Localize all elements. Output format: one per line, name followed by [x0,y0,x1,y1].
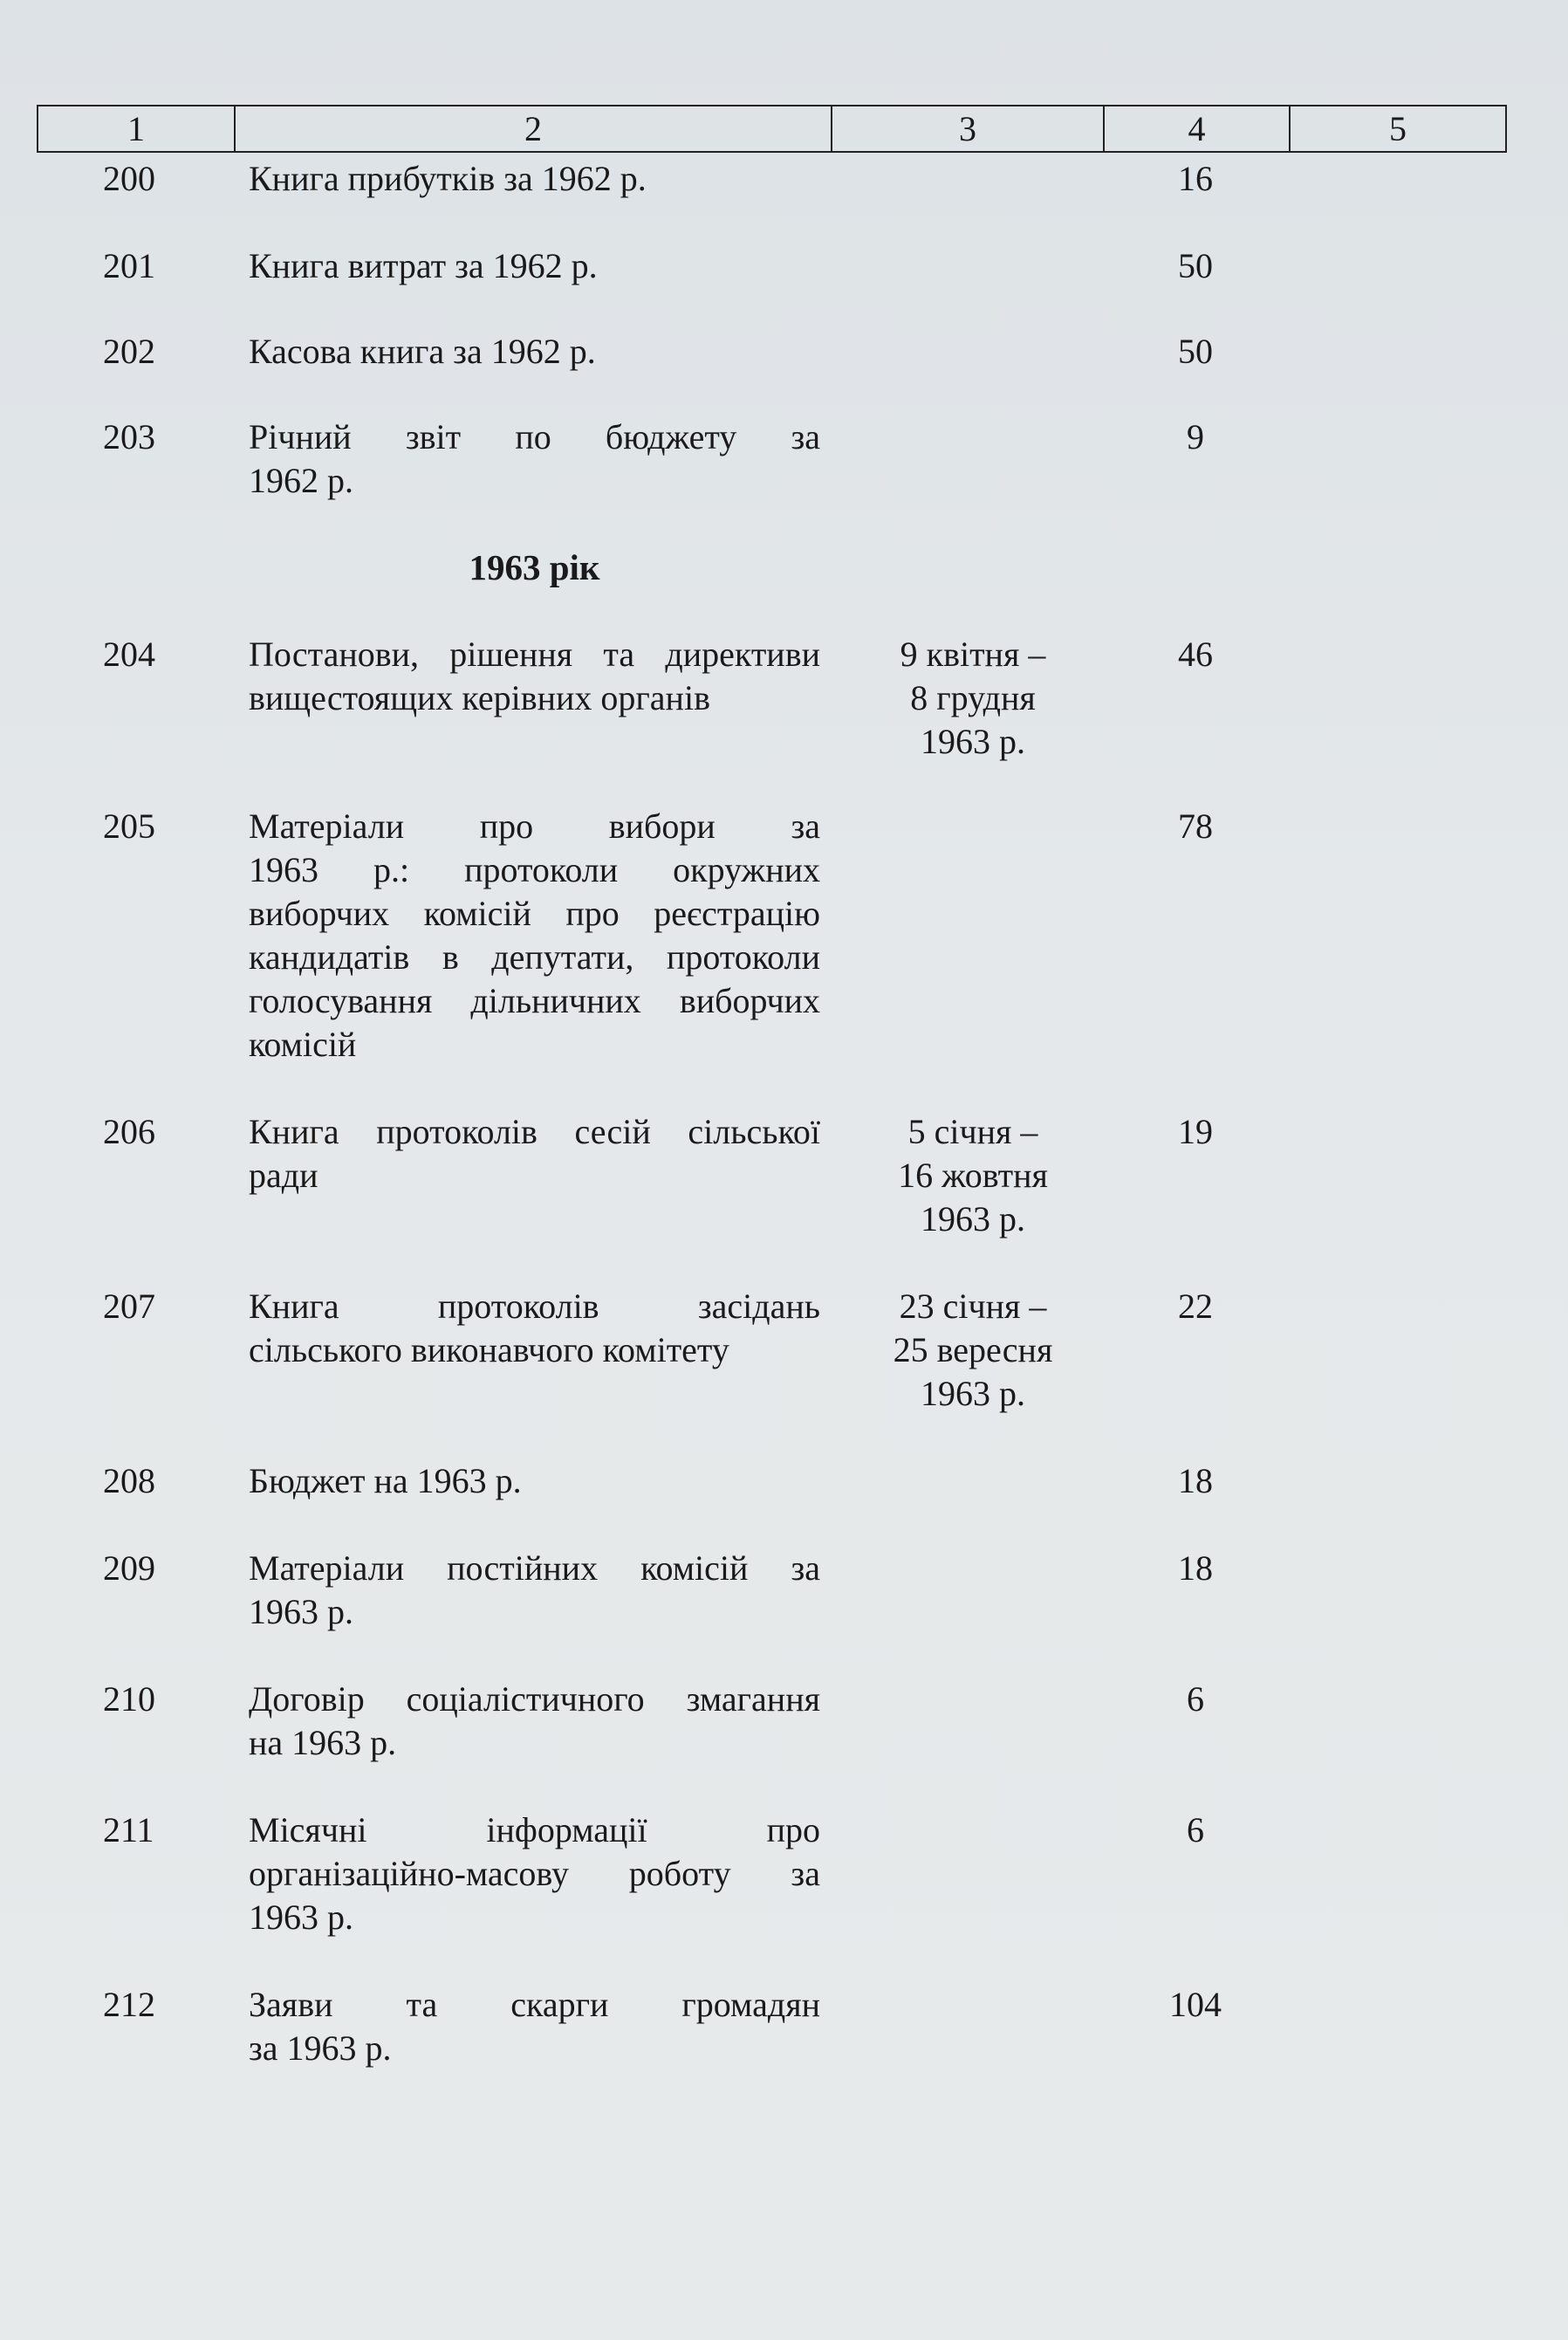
entry-number: 208 [103,1461,155,1500]
entry-page-count: 50 [1178,246,1213,285]
entry-number: 204 [103,635,155,674]
entry-title-line: за 1963 р. [249,2028,392,2068]
entry-title-line: Договір соціалістичного змагання [249,1679,820,1719]
entry-page-count: 22 [1178,1287,1213,1326]
entry-number: 211 [103,1810,154,1849]
entry-title-line: Касова книга за 1962 р. [249,332,596,371]
entry-title-line: на 1963 р. [249,1723,397,1762]
entry-number: 200 [103,159,155,198]
entry-date-line: 8 грудня [910,678,1036,717]
entry-title [249,805,820,1067]
entry-title-line: кандидатів в депутати, протоколи [249,937,820,977]
entry-number: 207 [103,1287,155,1326]
entry-page-count: 46 [1178,635,1213,674]
entry-dates [864,633,1082,764]
entry-title-line: 1962 р. [249,461,353,500]
entry-title [249,633,820,720]
entry-page-count: 19 [1178,1112,1213,1151]
entry-number: 201 [103,246,155,285]
entry-date-line: 1963 р. [921,1199,1025,1239]
entry-date-line: 5 січня – [907,1112,1038,1151]
entry-number: 205 [103,806,155,846]
entry-title-line: Книга витрат за 1962 р. [249,246,598,285]
entry-title [249,244,820,288]
entry-page-count: 78 [1178,806,1213,846]
entry-number: 202 [103,332,155,371]
column-header-3: 3 [832,106,1105,151]
entry-number: 210 [103,1679,155,1719]
entry-page-count: 104 [1169,1985,1222,2024]
column-header-row [37,105,1507,153]
entry-number: 212 [103,1985,155,2024]
column-header-4: 4 [1105,106,1291,151]
entry-title-line: комісій [249,1025,357,1064]
entry-title-line: виборчих комісій про реєстрацію [249,894,820,933]
entry-page-count: 18 [1178,1548,1213,1588]
entry-title-line: вищестоящих керівних органів [249,678,710,717]
entry-page-count: 9 [1187,417,1204,456]
entry-title [249,1285,820,1372]
entry-date-line: 23 січня – [899,1287,1047,1326]
entry-dates [864,1110,1082,1241]
entry-number: 203 [103,417,155,456]
entry-title [249,1459,820,1503]
entry-title-line: Бюджет на 1963 р. [249,1461,522,1500]
entry-date-line: 25 вересня [893,1330,1053,1369]
entry-title-line: голосування дільничних виборчих [249,981,820,1020]
entry-title [249,1547,820,1634]
entry-date-line: 16 жовтня [898,1156,1048,1195]
entry-title-line: Книга протоколів засідань [249,1287,820,1326]
entry-title [249,415,820,503]
entry-title-line: сільського виконавчого комітету [249,1330,729,1369]
entry-page-count: 6 [1187,1679,1204,1719]
entry-title-line: Книга протоколів сесій сільської [249,1112,820,1151]
entry-title-line: Річний звіт по бюджету за [249,417,820,456]
column-header-2: 2 [236,106,832,151]
entry-date-line: 1963 р. [921,722,1025,761]
entry-title-line: ради [249,1156,318,1195]
column-header-5: 5 [1389,109,1407,148]
entry-title-line: 1963 р.: протоколи окружних [249,850,820,889]
entry-title-line: Матеріали про вибори за [249,806,820,846]
entry-page-count: 6 [1187,1810,1204,1849]
entry-date-line: 9 квітня – [900,635,1046,674]
entry-page-count: 18 [1178,1461,1213,1500]
entry-number: 206 [103,1112,155,1151]
entry-page-count: 16 [1178,159,1213,198]
entry-title [249,1808,820,1939]
entry-title-line: організаційно-масову роботу за [249,1854,820,1893]
entry-page-count: 50 [1178,332,1213,371]
entry-title-line: Книга прибутків за 1962 р. [249,159,647,198]
entry-title-line: 1963 р. [249,1897,353,1937]
entry-title [249,157,820,201]
entry-title [249,1110,820,1197]
section-heading-year: 1963 рік [469,547,600,587]
column-header-1: 1 [38,106,236,151]
entry-title [249,330,820,374]
entry-number: 209 [103,1548,155,1588]
entry-title [249,1983,820,2070]
entry-title-line: Місячні інформації про [249,1810,820,1849]
entry-title-line: 1963 р. [249,1592,353,1631]
entry-title-line: Заяви та скарги громадян [249,1985,820,2024]
entry-title [249,1678,820,1765]
entry-dates [864,1285,1082,1416]
entry-title-line: Постанови, рішення та директиви [249,635,820,674]
entry-title-line: Матеріали постійних комісій за [249,1548,820,1588]
entry-date-line: 1963 р. [921,1374,1025,1413]
